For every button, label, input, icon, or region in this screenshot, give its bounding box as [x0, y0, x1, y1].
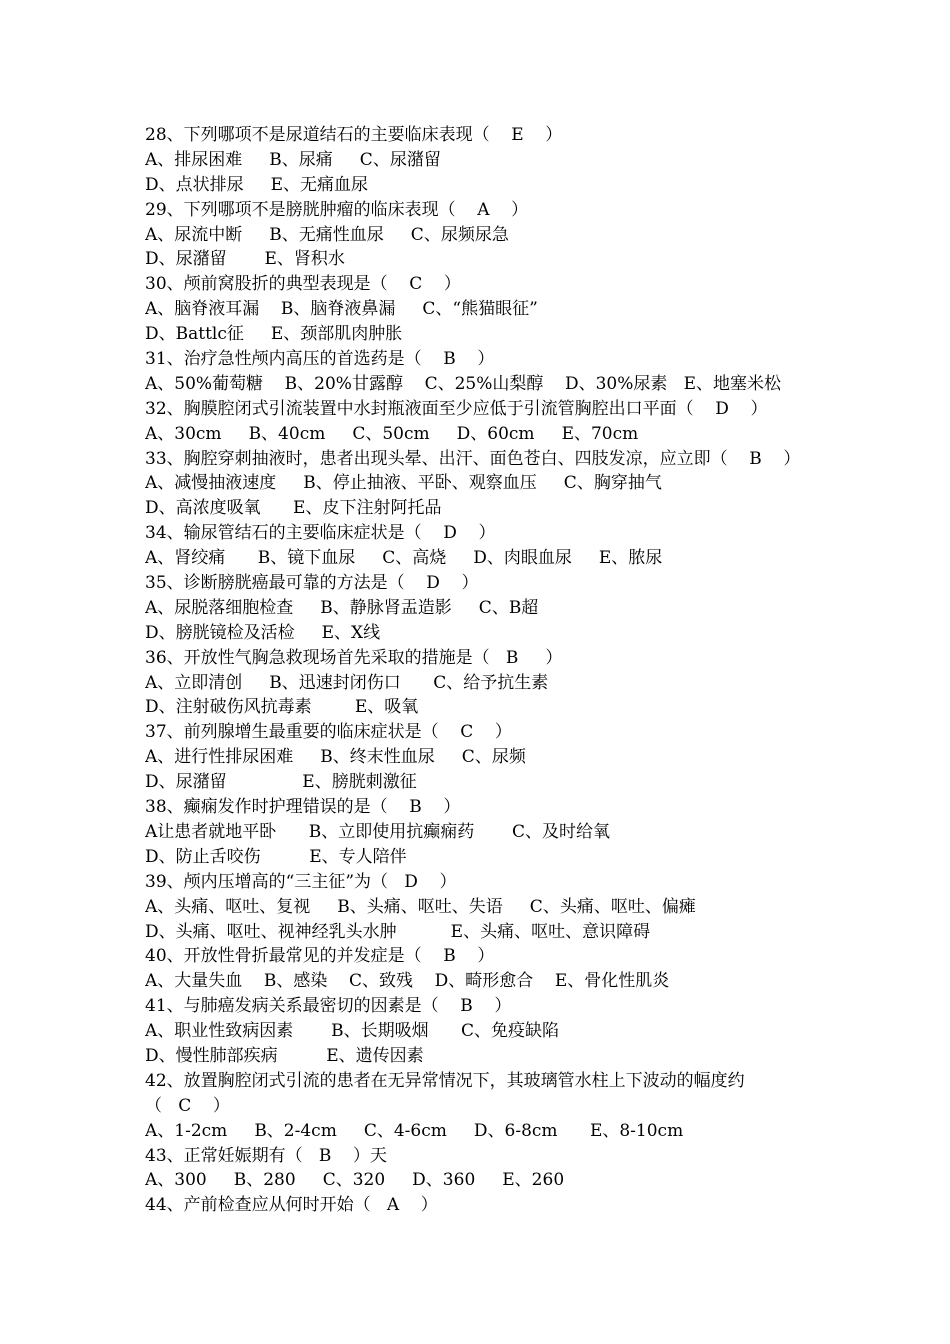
- text-line: A、脑脊液耳漏 B、脑脊液鼻漏 C、“熊猫眼征”: [145, 299, 538, 320]
- text-line: A、立即清创 B、迅速封闭伤口 C、给予抗生素: [145, 672, 549, 693]
- text-line: A、进行性排尿困难 B、终末性血尿 C、尿频: [145, 747, 526, 768]
- text-line: A、50%葡萄糖 B、20%甘露醇 C、25%山梨醇 D、30%尿素 E、地塞米松: [145, 373, 782, 394]
- text-line: 36、开放性气胸急救现场首先采取的措施是（ B ）: [145, 647, 563, 668]
- text-line: D、Battlc征 E、颈部肌肉肿胀: [145, 324, 403, 345]
- text-line: 41、与肺癌发病关系最密切的因素是（ B ）: [145, 996, 512, 1017]
- text-line: 30、颅前窝股折的典型表现是（ C ）: [145, 274, 461, 295]
- text-line: D、慢性肺部疾病 E、遗传因素: [145, 1045, 424, 1066]
- text-line: A、300 B、280 C、320 D、360 E、260: [145, 1170, 565, 1191]
- text-line: 31、治疗急性颅内高压的首选药是（ B ）: [145, 349, 495, 370]
- text-line: 35、诊断膀胱癌最可靠的方法是（ D ）: [145, 573, 479, 594]
- text-line: 29、下列哪项不是膀胱肿瘤的临床表现（ A ）: [145, 199, 529, 220]
- text-line: D、尿潴留 E、膀胱刺激征: [145, 772, 417, 793]
- text-line: A、1-2cm B、2-4cm C、4-6cm D、6-8cm E、8-10cm: [145, 1120, 684, 1141]
- text-line: A、大量失血 B、感染 C、致残 D、畸形愈合 E、骨化性肌炎: [145, 971, 670, 992]
- text-line: 42、放置胸腔闭式引流的患者在无异常情况下，其玻璃管水柱上下波动的幅度约: [145, 1070, 745, 1091]
- text-line: A、减慢抽液速度 B、停止抽液、平卧、观察血压 C、胸穿抽气: [145, 473, 662, 494]
- text-line: D、注射破伤风抗毒素 E、吸氧: [145, 697, 419, 718]
- text-line: D、头痛、呕吐、视神经乳头水肿 E、头痛、呕吐、意识障碍: [145, 921, 651, 942]
- text-line: D、尿潴留 E、肾积水: [145, 249, 345, 270]
- text-line: A、尿流中断 B、无痛性血尿 C、尿频尿急: [145, 224, 509, 245]
- text-line: D、防止舌咬伤 E、专人陪伴: [145, 846, 407, 867]
- text-line: A、30cm B、40cm C、50cm D、60cm E、70cm: [145, 423, 639, 444]
- text-line: 32、胸膜腔闭式引流装置中水封瓶液面至少应低于引流管胸腔出口平面（ D ）: [145, 398, 768, 419]
- text-line: 28、下列哪项不是尿道结石的主要临床表现（ E ）: [145, 125, 563, 145]
- text-line: D、高浓度吸氧 E、皮下注射阿托品: [145, 498, 442, 519]
- text-line: A、头痛、呕吐、复视 B、头痛、呕吐、失语 C、头痛、呕吐、偏瘫: [145, 896, 696, 917]
- text-line: 40、开放性骨折最常见的并发症是（ B ）: [145, 946, 495, 967]
- text-line: （ C ）: [145, 1095, 230, 1116]
- text-line: A让患者就地平卧 B、立即使用抗癫痫药 C、及时给氧: [145, 821, 611, 842]
- text-line: A、排尿困难 B、尿痛 C、尿潴留: [145, 149, 441, 170]
- text-line: D、膀胱镜检及活检 E、X线: [145, 622, 381, 643]
- text-line: 39、颅内压增高的“三主征”为（ D ）: [145, 871, 457, 892]
- document-page: [145, 123, 825, 1218]
- text-line: 38、癫痫发作时护理错误的是（ B ）: [145, 797, 461, 818]
- text-line: A、职业性致病因素 B、长期吸烟 C、免疫缺陷: [145, 1021, 560, 1042]
- text-line: 43、正常妊娠期有（ B ）天: [145, 1145, 387, 1166]
- text-line: 44、产前检查应从何时开始（ A ）: [145, 1195, 438, 1216]
- text-line: A、肾绞痛 B、镜下血尿 C、高烧 D、肉眼血尿 E、脓尿: [145, 548, 663, 569]
- text-line: 33、胸腔穿刺抽液时，患者出现头晕、出汗、面色苍白、四肢发凉，应立即（ B ）: [145, 448, 801, 469]
- text-line: A、尿脱落细胞检查 B、静脉肾盂造影 C、B超: [145, 597, 539, 618]
- text-line: 37、前列腺增生最重要的临床症状是（ C ）: [145, 722, 512, 743]
- text-line: 34、输尿管结石的主要临床症状是（ D ）: [145, 523, 496, 544]
- text-line: D、点状排尿 E、无痛血尿: [145, 174, 369, 195]
